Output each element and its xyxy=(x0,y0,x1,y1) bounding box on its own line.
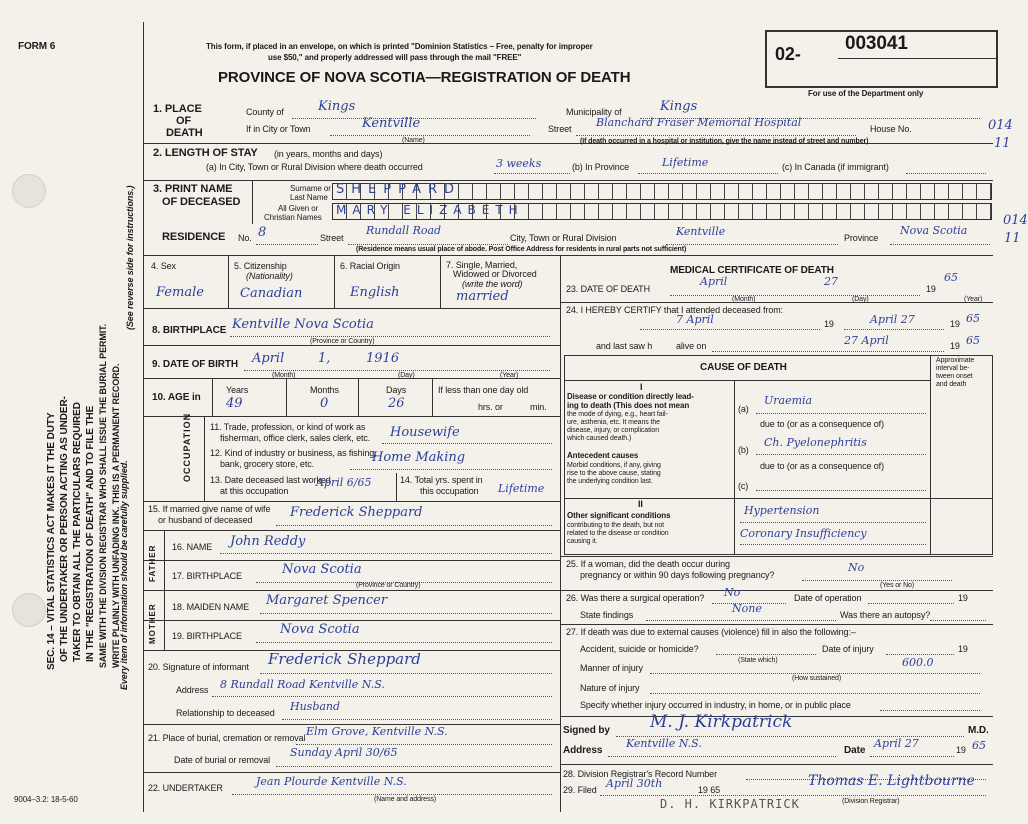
registrar-stamp: D. H. KIRKPATRICK xyxy=(660,797,800,811)
city-label: If in City or Town xyxy=(246,124,311,134)
place-label-2: OF xyxy=(176,115,192,127)
county-value: Kings xyxy=(318,99,356,114)
last-worked-label-1: 13. Date deceased last worked xyxy=(210,475,331,485)
dob-day-caption: (Day) xyxy=(398,372,415,379)
undertaker-value: Jean Plourde Kentville N.S. xyxy=(256,775,407,788)
signature-date-value: April 27 xyxy=(874,737,919,750)
department-use-note: For use of the Department only xyxy=(808,89,924,98)
dob-month-caption: (Month) xyxy=(272,372,296,379)
hrs-label: hrs. or xyxy=(478,402,503,412)
stay-label-note: (in years, months and days) xyxy=(274,149,383,159)
age-label: 10. AGE in xyxy=(152,392,201,403)
father-section-label: FATHER xyxy=(148,544,157,582)
dob-year-caption: (Year) xyxy=(500,372,519,379)
margin-code-2: 11 xyxy=(994,136,1011,151)
side-line-6: WRITE PLAINLY WITH UNFADING INK. THIS IS A PERMANENT RECORD. xyxy=(111,363,121,668)
dob-year-value: 1916 xyxy=(366,351,400,366)
given-label-2: Christian Names xyxy=(264,213,322,222)
other-label-3: related to the disease or condition xyxy=(567,530,669,537)
antecedent-label-2: Morbid conditions, if any, giving xyxy=(567,462,661,469)
trade-label-2: fisherman, office clerk, sales clerk, etc. xyxy=(220,433,371,443)
mother-birthplace-label: 19. BIRTHPLACE xyxy=(172,631,242,641)
residence-no-label: No. xyxy=(238,233,252,243)
signature-year-prefix: 19 xyxy=(956,745,966,755)
findings-value: None xyxy=(732,602,762,615)
county-label: County of xyxy=(246,107,284,117)
yes-no-caption: (Yes or No) xyxy=(880,582,915,589)
side-line-3: TAKER TO OBTAIN ALL THE PARTICULARS REQUIRED xyxy=(72,402,83,662)
other-label-4: causing it. xyxy=(567,538,598,545)
age-days-value: 26 xyxy=(388,396,405,411)
specify-label: Specify whether injury occurred in industry, in home, or in public place xyxy=(580,700,851,710)
death-month-caption: (Month) xyxy=(732,296,756,303)
spouse-value: Frederick Sheppard xyxy=(290,505,423,520)
name-label-2: OF DECEASED xyxy=(162,196,241,208)
less-than-day-label: If less than one day old xyxy=(438,385,529,395)
attended-from-value: 7 April xyxy=(676,313,714,326)
place-label-3: DEATH xyxy=(166,127,203,139)
woman-label-1: 25. If a woman, did the death occur during xyxy=(566,559,730,569)
street-value: Blanchard Fraser Memorial Hospital xyxy=(596,116,802,129)
stay-b-label: (b) In Province xyxy=(572,162,630,172)
residence-no-value: 8 xyxy=(258,225,267,240)
total-years-value: Lifetime xyxy=(498,482,545,495)
stay-b-value: Lifetime xyxy=(662,156,709,169)
marital-label-1: 7. Single, Married, xyxy=(446,260,518,270)
direct-label-4: ure, asthenia, etc. It means the xyxy=(567,419,660,426)
city-value: Kentville xyxy=(362,116,421,131)
interval-label-2: interval be- xyxy=(936,365,970,372)
burial-place-label: 21. Place of burial, cremation or removal xyxy=(148,733,306,743)
death-day-value: 27 xyxy=(824,275,838,288)
cause-a-label: (a) xyxy=(738,404,749,414)
direct-label-6: which caused death.) xyxy=(567,435,632,442)
filed-label: 29. Filed xyxy=(563,785,597,795)
record-number-label: 28. Division Registrar's Record Number xyxy=(563,769,717,779)
racial-origin-label: 6. Racial Origin xyxy=(340,261,400,271)
citizenship-sub: (Nationality) xyxy=(246,271,293,281)
last-worked-value: April 6/65 xyxy=(316,476,372,489)
marital-label-3: (write the word) xyxy=(462,279,523,289)
filed-signature: Thomas E. Lightbourne xyxy=(808,773,975,789)
citizenship-value: Canadian xyxy=(240,286,303,301)
signed-by-label: Signed by xyxy=(563,725,610,736)
citizenship-label: 5. Citizenship xyxy=(234,261,287,271)
side-line-2: OF THE UNDERTAKER OR PERSON ACTING AS UNDER- xyxy=(59,396,70,662)
date-of-death-label: 23. DATE OF DEATH xyxy=(566,284,650,294)
form-number: FORM 6 xyxy=(18,41,56,52)
antecedent-label-3: rise to the above cause, stating xyxy=(567,470,661,477)
marital-label-2: Widowed or Divorced xyxy=(453,269,537,279)
nature-label: Nature of injury xyxy=(580,683,640,693)
injury-date-label: Date of injury xyxy=(822,644,874,654)
municipality-label: Municipality of xyxy=(566,107,622,117)
cause-heading: CAUSE OF DEATH xyxy=(700,362,787,373)
undertaker-caption: (Name and address) xyxy=(374,796,437,803)
last-saw-year-prefix: 19 xyxy=(950,341,960,351)
antecedent-label-1: Antecedent causes xyxy=(567,451,639,460)
surname-value: SHEPPARD xyxy=(336,182,462,197)
form-title: PROVINCE OF NOVA SCOTIA—REGISTRATION OF DEATH xyxy=(218,69,631,86)
certify-label: 24. I HEREBY CERTIFY that I attended deceased from: xyxy=(566,305,784,315)
father-birthplace-caption: (Province or Country) xyxy=(356,582,421,589)
birthplace-value: Kentville Nova Scotia xyxy=(232,317,374,332)
other-label-2: contributing to the death, but not xyxy=(567,522,665,529)
signed-by-value: M. J. Kirkpatrick xyxy=(650,712,793,732)
death-month-value: April xyxy=(700,275,728,288)
cause-b-label: (b) xyxy=(738,445,749,455)
last-saw-label: and last saw h xyxy=(596,341,653,351)
racial-origin-value: English xyxy=(350,285,400,300)
residence-label: RESIDENCE xyxy=(162,231,226,243)
margin-code-3: 014 xyxy=(1003,213,1028,228)
informant-address-value: 8 Rundall Road Kentville N.S. xyxy=(220,678,385,691)
woman-label-2: pregnancy or within 90 days following pregnancy? xyxy=(580,570,775,580)
cause-c-label: (c) xyxy=(738,481,749,491)
envelope-note-2: use $50," and properly addressed will pass through the mail "FREE" xyxy=(268,53,522,62)
direct-label-2: ing to death (This does not mean xyxy=(567,401,690,410)
informant-address-label: Address xyxy=(176,685,209,695)
margin-code-1: 014 xyxy=(988,118,1013,133)
occupation-section-label: OCCUPATION xyxy=(182,412,192,482)
father-birthplace-label: 17. BIRTHPLACE xyxy=(172,571,242,581)
side-line-5: SAME WITH THE DIVISION REGISTRAR WHO SHALL ISSUE THE BURIAL PERMIT. xyxy=(98,324,108,668)
manner-label: Manner of injury xyxy=(580,663,643,673)
medical-heading: MEDICAL CERTIFICATE OF DEATH xyxy=(670,265,834,276)
surname-label-2: Last Name xyxy=(290,193,328,202)
stay-a-value: 3 weeks xyxy=(496,157,542,170)
how-sustained-caption: (How sustained) xyxy=(792,675,842,682)
age-years-value: 49 xyxy=(226,396,243,411)
direct-label-5: disease, injury, or complication xyxy=(567,427,659,434)
dob-month-value: April xyxy=(252,351,285,366)
other-label-1: Other significant conditions xyxy=(567,511,671,520)
residence-note: (Residence means usual place of abode. Post Office Address for residents in rural parts not sufficient) xyxy=(356,246,687,253)
dob-day-value: 1, xyxy=(318,351,331,366)
birthplace-caption: (Province or Country) xyxy=(310,338,375,345)
signature-year-value: 65 xyxy=(972,739,986,752)
age-years-label: Years xyxy=(226,385,249,395)
relationship-value: Husband xyxy=(290,700,341,713)
cause-a-value: Uraemia xyxy=(764,394,813,407)
signature-date-label: Date xyxy=(844,745,866,756)
informant-sig-value: Frederick Sheppard xyxy=(268,650,421,668)
injury-year-prefix: 19 xyxy=(958,644,968,654)
stay-label: 2. LENGTH OF STAY xyxy=(153,147,258,159)
roman-two: II xyxy=(638,499,643,509)
residence-division-label: City, Town or Rural Division xyxy=(510,233,617,243)
accident-label: Accident, suicide or homicide? xyxy=(580,644,699,654)
age-months-label: Months xyxy=(310,385,339,395)
industry-label-1: 12. Kind of industry or business, as fishing, xyxy=(210,448,377,458)
spouse-label-2: or husband of deceased xyxy=(158,515,253,525)
spouse-label-1: 15. If married give name of wife xyxy=(148,504,271,514)
residence-province-label: Province xyxy=(844,233,879,243)
registrar-caption: (Division Registrar) xyxy=(842,798,900,805)
name-label-1: 3. PRINT NAME xyxy=(153,183,233,195)
street-label: Street xyxy=(548,124,572,134)
min-label: min. xyxy=(530,402,547,412)
death-year-prefix: 19 xyxy=(926,284,936,294)
woman-value: No xyxy=(848,561,865,574)
side-line-7: (See reverse side for instructions.) xyxy=(125,185,135,330)
envelope-note-1: This form, if placed in an envelope, on which is printed "Dominion Statistics – Free, penalty for improper xyxy=(206,42,593,51)
municipality-value: Kings xyxy=(660,99,698,114)
registration-number: 003041 xyxy=(845,33,908,54)
city-caption: (Name) xyxy=(402,137,425,144)
age-days-label: Days xyxy=(386,385,407,395)
registration-prefix: 02- xyxy=(775,44,801,64)
total-years-label-2: this occupation xyxy=(420,486,479,496)
residence-street-label: Street xyxy=(320,233,344,243)
mother-maiden-value: Margaret Spencer xyxy=(266,593,388,608)
attended-to-year: 65 xyxy=(966,312,980,325)
cause-code: 600.0 xyxy=(902,656,934,669)
operation-date-label: Date of operation xyxy=(794,593,862,603)
side-line-1: SEC. 14 – VITAL STATISTICS ACT MAKES IT THE DUTY xyxy=(46,412,57,670)
stay-c-label: (c) In Canada (if immigrant) xyxy=(782,162,889,172)
attended-to-year-prefix: 19 xyxy=(950,319,960,329)
trade-value: Housewife xyxy=(390,425,460,440)
surgery-value: No xyxy=(724,586,741,599)
burial-date-label: Date of burial or removal xyxy=(174,755,271,765)
hospital-note: (If death occurred in a hospital or institution, give the name instead of street and number) xyxy=(580,138,869,145)
surgery-label: 26. Was there a surgical operation? xyxy=(566,593,705,603)
punch-hole-bottom xyxy=(12,593,46,627)
direct-label-1: Disease or condition directly lead- xyxy=(567,392,694,401)
birthplace-label: 8. BIRTHPLACE xyxy=(152,325,227,336)
stay-a-label: (a) In City, Town or Rural Division where death occurred xyxy=(206,162,423,172)
cause-b-value: Ch. Pyelonephritis xyxy=(764,436,867,449)
marital-value: married xyxy=(456,289,509,304)
side-line-8: Every item of information should be carefully supplied. xyxy=(119,460,129,690)
residence-street-value: Rundall Road xyxy=(366,224,442,237)
death-day-caption: (Day) xyxy=(852,296,869,303)
house-number-label: House No. xyxy=(870,124,912,134)
undertaker-label: 22. UNDERTAKER xyxy=(148,783,223,793)
burial-date-value: Sunday April 30/65 xyxy=(290,746,398,759)
cause-b-due-label: due to (or as a consequence of) xyxy=(760,461,884,471)
father-name-value: John Reddy xyxy=(230,534,306,549)
place-label-1: 1. PLACE xyxy=(153,103,202,115)
direct-label-3: the mode of dying, e.g., heart fail- xyxy=(567,411,668,418)
state-which-caption: (State which) xyxy=(738,657,778,664)
given-name-value: MARY ELIZABETH xyxy=(336,203,524,217)
cause-a-due-label: due to (or as a consequence of) xyxy=(760,419,884,429)
form-code: 9004–3.2: 18-5-60 xyxy=(14,795,78,804)
trade-label-1: 11. Trade, profession, or kind of work as xyxy=(210,422,366,432)
physician-address-value: Kentville N.S. xyxy=(626,737,702,750)
side-line-4: IN THE "REGISTRATION OF DEATH" AND TO FILE THE xyxy=(85,405,96,662)
filed-value: April 30th xyxy=(606,777,663,790)
external-causes-label: 27. If death was due to external causes (violence) fill in also the following:– xyxy=(566,627,856,637)
industry-value: Home Making xyxy=(372,450,466,465)
death-year-value: 65 xyxy=(944,271,958,284)
autopsy-label: Was there an autopsy? xyxy=(840,610,931,620)
antecedent-label-4: the underlying condition last. xyxy=(567,478,653,485)
mother-birthplace-value: Nova Scotia xyxy=(280,622,360,637)
industry-label-2: bank, grocery store, etc. xyxy=(220,459,315,469)
last-saw-year: 65 xyxy=(966,334,980,347)
surname-label-1: Surname or xyxy=(290,184,331,193)
sex-value: Female xyxy=(156,285,204,300)
md-label: M.D. xyxy=(968,725,989,736)
last-worked-label-2: at this occupation xyxy=(220,486,289,496)
margin-code-4: 11 xyxy=(1004,231,1021,246)
other-condition-2: Coronary Insufficiency xyxy=(740,527,867,540)
last-saw-value: 27 April xyxy=(844,334,889,347)
relationship-label: Relationship to deceased xyxy=(176,708,275,718)
attended-from-year: 19 xyxy=(824,319,834,329)
operation-year-prefix: 19 xyxy=(958,593,968,603)
interval-label-4: and death xyxy=(936,381,967,388)
residence-division-value: Kentville xyxy=(676,225,726,238)
father-name-label: 16. NAME xyxy=(172,542,213,552)
physician-address-label: Address xyxy=(563,745,603,756)
mother-section-label: MOTHER xyxy=(148,603,157,644)
residence-province-value: Nova Scotia xyxy=(900,224,968,237)
interval-label-3: tween onset xyxy=(936,373,973,380)
father-birthplace-value: Nova Scotia xyxy=(282,562,362,577)
findings-label: State findings xyxy=(580,610,634,620)
informant-sig-label: 20. Signature of informant xyxy=(148,662,249,672)
interval-label-1: Approximate xyxy=(936,357,975,364)
alive-on-label: alive on xyxy=(676,341,707,351)
roman-one: I xyxy=(640,382,643,392)
filed-year: 19 65 xyxy=(698,785,721,795)
dob-label: 9. DATE OF BIRTH xyxy=(152,359,238,370)
mother-maiden-label: 18. MAIDEN NAME xyxy=(172,602,250,612)
sex-label: 4. Sex xyxy=(151,261,176,271)
punch-hole-top xyxy=(12,174,46,208)
given-label-1: All Given or xyxy=(278,204,319,213)
other-condition-1: Hypertension xyxy=(744,504,820,517)
attended-to-value: April 27 xyxy=(870,313,915,326)
burial-place-value: Elm Grove, Kentville N.S. xyxy=(306,725,448,738)
age-months-value: 0 xyxy=(320,396,329,411)
total-years-label-1: 14. Total yrs. spent in xyxy=(400,475,483,485)
death-year-caption: (Year) xyxy=(964,296,983,303)
